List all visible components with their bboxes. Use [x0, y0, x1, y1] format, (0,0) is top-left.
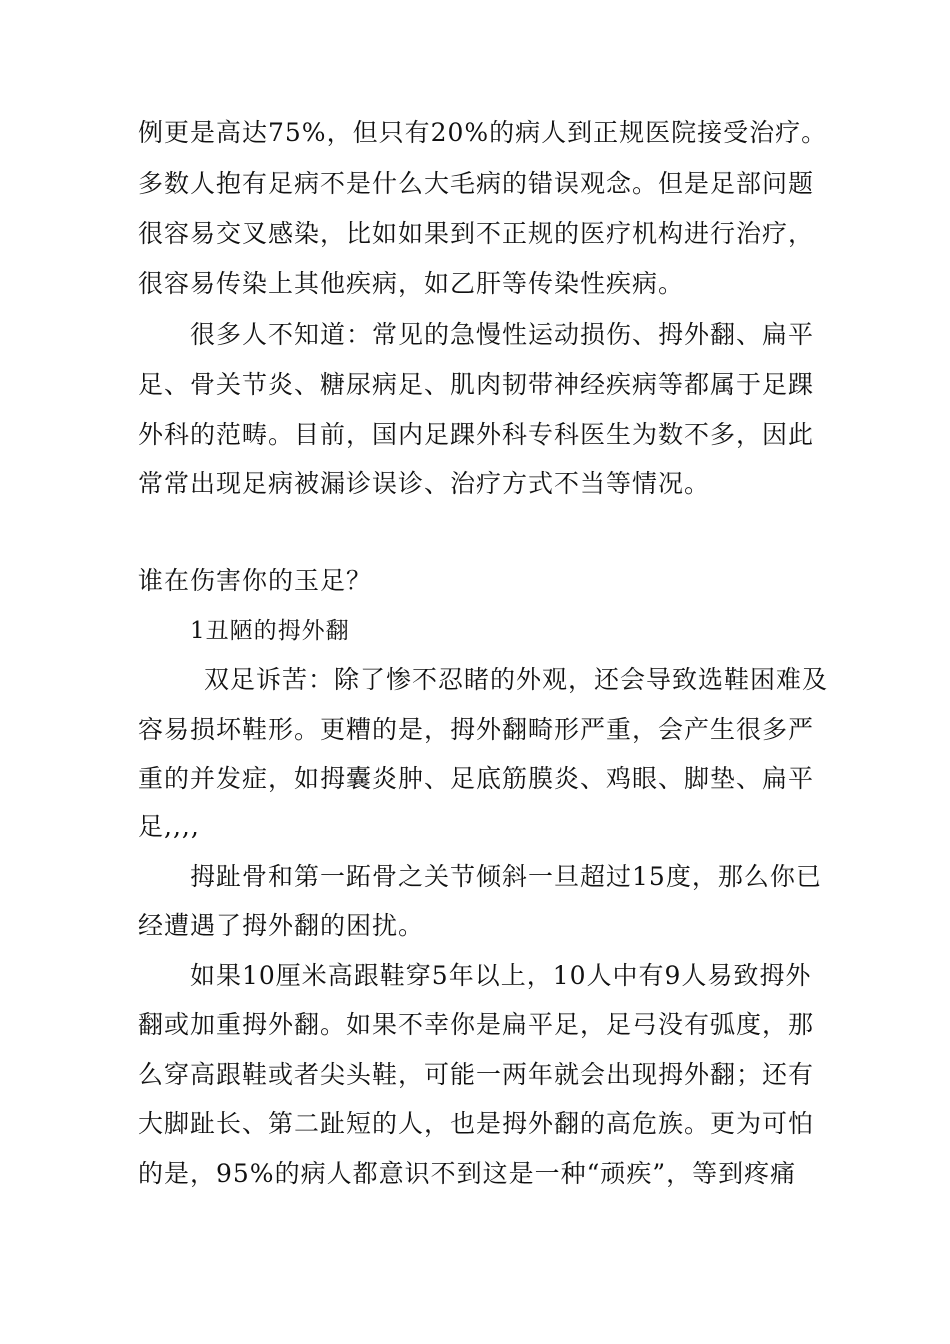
paragraph-line: 足、骨关节炎、糖尿病足、肌肉韧带神经疾病等都属于足踝: [138, 370, 815, 399]
paragraph-line: 大脚趾长、第二趾短的人，也是拇外翻的高危族。更为可怕: [138, 1109, 815, 1138]
paragraph-line: 么穿高跟鞋或者尖头鞋，可能一两年就会出现拇外翻；还有: [138, 1060, 815, 1089]
subsection-heading: 1丑陋的拇外翻: [190, 618, 350, 644]
paragraph-line: 翻或加重拇外翻。如果不幸你是扁平足，足弓没有弧度，那: [138, 1010, 815, 1039]
section-heading: 谁在伤害你的玉足？: [138, 566, 373, 595]
paragraph-line: 足,,,,: [138, 812, 200, 841]
paragraph-line: 常常出现足病被漏诊误诊、治疗方式不当等情况。: [138, 469, 711, 498]
paragraph-line: 很容易传染上其他疾病，如乙肝等传染性疾病。: [138, 269, 685, 298]
paragraph-line: 重的并发症，如拇囊炎肿、足底筋膜炎、鸡眼、脚垫、扁平: [138, 764, 815, 793]
paragraph-line: 如果10厘米高跟鞋穿5年以上，10人中有9人易致拇外: [190, 961, 812, 990]
paragraph-line: 多数人抱有足病不是什么大毛病的错误观念。但是足部问题: [138, 169, 815, 198]
paragraph-line: 双足诉苦：除了惨不忍睹的外观，还会导致选鞋困难及: [204, 665, 829, 694]
paragraph-line: 例更是高达75%，但只有20%的病人到正规医院接受治疗。: [138, 118, 828, 147]
paragraph-line: 经遭遇了拇外翻的困扰。: [138, 911, 425, 940]
paragraph-line: 外科的范畴。目前，国内足踝外科专科医生为数不多，因此: [138, 420, 815, 449]
paragraph-line: 很多人不知道：常见的急慢性运动损伤、拇外翻、扁平: [190, 320, 815, 349]
paragraph-line: 容易损坏鞋形。更糟的是，拇外翻畸形严重，会产生很多严: [138, 715, 815, 744]
paragraph-line: 很容易交叉感染，比如如果到不正规的医疗机构进行治疗，: [138, 219, 815, 248]
paragraph-line: 拇趾骨和第一跖骨之关节倾斜一旦超过15度，那么你已: [190, 862, 822, 891]
paragraph-line: 的是，95%的病人都意识不到这是一种“顽疾”，等到疼痛: [138, 1159, 797, 1188]
